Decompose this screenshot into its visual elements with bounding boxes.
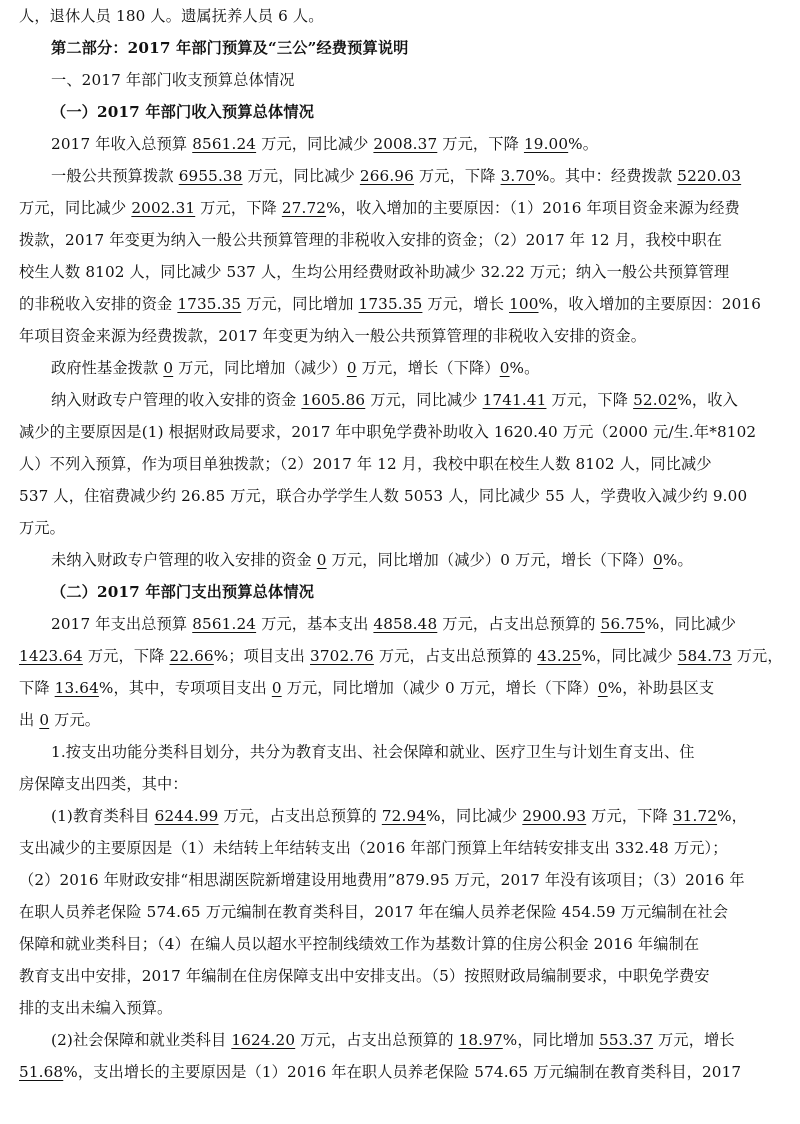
text-segment: （二）2017 年部门支出预算总体情况	[51, 583, 315, 601]
underlined-figure: 0	[316, 551, 327, 569]
text-segment: 万元，下降	[195, 199, 282, 217]
text-line-28	[19, 866, 745, 894]
text-segment: 万元，下降	[82, 647, 170, 665]
underlined-figure: 27.72	[281, 199, 327, 217]
text-segment: 拨款，2017 年变更为纳入一般公共预算管理的非税收入安排的资金；（2）2017 年 12 月，我校中职在	[19, 231, 723, 249]
section-heading-overview	[51, 66, 295, 94]
text-segment: 校生人数 8102 人，同比减少 537 人，生均公用经费财政补助减少 32.22 万元；纳入一般公共预算管理	[19, 263, 730, 281]
text-segment: %。	[568, 135, 599, 153]
underlined-figure: 1735.35	[177, 295, 242, 313]
underlined-figure: 0	[653, 551, 663, 569]
underlined-figure: 5220.03	[677, 167, 742, 185]
underlined-figure: 43.25	[537, 647, 582, 665]
text-segment: 万元，	[731, 647, 783, 665]
text-segment: 万元，同比增加（减少）	[173, 359, 347, 377]
text-line-27	[19, 834, 728, 862]
underlined-figure: 1624.20	[231, 1031, 296, 1049]
text-segment: 万元，基本支出	[256, 615, 374, 633]
text-segment: 保障和就业类科目；（4）在编人员以超水平控制线绩效工作为基数计算的住房公积金 2016 年编制在	[19, 935, 700, 953]
text-segment: 的非税收入安排的资金	[19, 295, 178, 313]
underlined-figure: 266.96	[359, 167, 414, 185]
underlined-figure: 19.00	[523, 135, 569, 153]
paragraph-non-special-account	[51, 546, 693, 574]
text-segment: 排的支出未编入预算。	[19, 999, 173, 1017]
text-segment: %，收入增加的主要原因：（1）2016 年项目资金来源为经费	[326, 199, 740, 217]
underlined-figure: 0	[346, 359, 357, 377]
text-segment: 万元，增长（下降）	[356, 359, 500, 377]
text-segment: 万元，下降	[413, 167, 501, 185]
underlined-figure: 1741.41	[482, 391, 547, 409]
text-line-32	[19, 994, 172, 1022]
text-line-8	[19, 226, 722, 254]
underlined-figure: 13.64	[54, 679, 99, 697]
text-segment: 教育支出中安排，2017 年编制在住房保障支出中安排支出。（5）按照财政局编制要求，中职免学费安	[19, 967, 710, 985]
text-segment: 第二部分：2017 年部门预算及“三公”经费预算说明	[51, 39, 409, 57]
text-line-23	[19, 706, 100, 734]
underlined-figure: 2002.31	[131, 199, 196, 217]
underlined-figure: 2008.37	[373, 135, 438, 153]
text-segment: 政府性基金拨款	[51, 359, 164, 377]
text-segment: 万元，同比减少	[19, 199, 132, 217]
paragraph-government-fund	[51, 354, 539, 382]
text-segment: 万元，占支出总预算的	[373, 647, 538, 665]
underlined-figure: 6955.38	[178, 167, 243, 185]
text-segment: %，其中，专项项目支出	[98, 679, 272, 697]
text-segment: 万元。	[49, 711, 101, 729]
underlined-figure: 0	[163, 359, 174, 377]
text-segment: 减少的主要原因是(1) 根据财政局要求，2017 年中职免学费补助收入 1620.40 万元（2000 元/生.年*8102	[19, 423, 757, 441]
text-line-34	[19, 1058, 741, 1086]
text-segment: （2）2016 年财政安排“相思湖医院新增建设用地费用”879.95 万元，2017 年没有该项目；（3）2016 年	[19, 871, 745, 889]
underlined-figure: 8561.24	[192, 135, 257, 153]
text-line-1	[19, 2, 324, 30]
underlined-figure: 584.73	[677, 647, 732, 665]
text-line-11	[19, 322, 646, 350]
text-segment: 万元，占支出总预算的	[295, 1031, 459, 1049]
text-segment: 年项目资金来源为经费拨款，2017 年变更为纳入一般公共预算管理的非税收入安排的资金。	[19, 327, 647, 345]
text-segment: 支出减少的主要原因是（1）未结转上年结转支出（2016 年部门预算上年结转安排支出 332.48 万元）；	[19, 839, 728, 857]
text-segment: (1)教育类科目	[51, 807, 155, 825]
text-line-22	[19, 674, 714, 702]
text-line-25	[19, 770, 188, 798]
text-segment: %，同比减少	[581, 647, 678, 665]
text-segment: 537 人，住宿费减少约 26.85 万元，联合办学学生人数 5053 人，同比减少 55 人，学费收入减少约 9.00	[19, 487, 748, 505]
text-segment: 下降	[19, 679, 55, 697]
text-segment: 房保障支出四类，其中：	[19, 775, 188, 793]
text-segment: 万元，同比减少	[242, 167, 360, 185]
text-segment: 万元。	[19, 519, 66, 537]
underlined-figure: 0	[39, 711, 50, 729]
text-segment: 人）不列入预算，作为项目单独拨款；（2）2017 年 12 月，我校中职在校生人数 8102 人，同比减少	[19, 455, 712, 473]
underlined-figure: 3.70	[500, 167, 535, 185]
text-segment: %。	[509, 359, 540, 377]
subsection-heading-income	[51, 98, 314, 126]
paragraph-special-account	[51, 386, 738, 414]
text-segment: 人，退休人员 180 人。遗属抚养人员 6 人。	[19, 7, 324, 25]
text-line-29	[19, 898, 728, 926]
underlined-figure: 8561.24	[192, 615, 257, 633]
text-line-21	[19, 642, 783, 670]
text-line-10	[19, 290, 761, 318]
underlined-figure: 52.02	[633, 391, 678, 409]
underlined-figure: 100	[509, 295, 539, 313]
text-segment: 万元，增长	[422, 295, 510, 313]
text-segment: 万元，同比减少	[256, 135, 374, 153]
text-segment: %，同比增加	[502, 1031, 600, 1049]
underlined-figure: 3702.76	[310, 647, 374, 665]
text-line-31	[19, 962, 710, 990]
underlined-figure: 553.37	[599, 1031, 654, 1049]
text-segment: 纳入财政专户管理的收入安排的资金	[51, 391, 302, 409]
paragraph-functional-classification	[51, 738, 695, 766]
underlined-figure: 0	[271, 679, 282, 697]
text-line-7	[19, 194, 740, 222]
subsection-heading-expenditure	[51, 578, 314, 606]
text-segment: 2017 年支出总预算	[51, 615, 193, 633]
text-segment: %，收入增加的主要原因：2016	[538, 295, 762, 313]
paragraph-general-budget	[51, 162, 741, 190]
text-segment: 2017 年收入总预算	[51, 135, 193, 153]
underlined-figure: 0	[499, 359, 510, 377]
text-segment: 万元，同比减少	[365, 391, 483, 409]
text-segment: %，补助县区支	[607, 679, 715, 697]
text-segment: %。	[662, 551, 693, 569]
paragraph-education	[51, 802, 747, 830]
text-line-16	[19, 482, 747, 510]
text-line-30	[19, 930, 699, 958]
text-segment: 未纳入财政专户管理的收入安排的资金	[51, 551, 317, 569]
text-segment: 一般公共预算拨款	[51, 167, 179, 185]
underlined-figure: 72.94	[381, 807, 427, 825]
text-line-9	[19, 258, 729, 286]
text-segment: 出	[19, 711, 40, 729]
underlined-figure: 4858.48	[373, 615, 438, 633]
text-segment: 在职人员养老保险 574.65 万元编制在教育类科目，2017 年在编人员养老保险 454.59 万元编制在社会	[19, 903, 729, 921]
text-segment: 一、2017 年部门收支预算总体情况	[51, 71, 295, 89]
paragraph-social-security	[51, 1026, 735, 1054]
text-line-14	[19, 418, 756, 446]
text-segment: %，	[717, 807, 747, 825]
text-segment: 万元，下降	[586, 807, 673, 825]
underlined-figure: 1605.86	[301, 391, 366, 409]
text-segment: 万元，同比增加	[241, 295, 359, 313]
text-segment: %，收入	[677, 391, 738, 409]
underlined-figure: 18.97	[458, 1031, 503, 1049]
text-segment: 万元，下降	[437, 135, 524, 153]
text-segment: 万元，同比增加（减少 0 万元，增长（下降）	[281, 679, 598, 697]
underlined-figure: 6244.99	[154, 807, 219, 825]
text-segment: （一）2017 年部门收入预算总体情况	[51, 103, 315, 121]
text-segment: 万元，下降	[546, 391, 634, 409]
underlined-figure: 1423.64	[19, 647, 83, 665]
section-heading-part-two	[51, 34, 409, 62]
text-segment: 万元，占支出总预算的	[218, 807, 382, 825]
underlined-figure: 56.75	[600, 615, 645, 633]
text-line-15	[19, 450, 712, 478]
text-segment: %。其中：经费拨款	[535, 167, 678, 185]
text-segment: %，同比减少	[644, 615, 737, 633]
text-segment: %；项目支出	[213, 647, 310, 665]
underlined-figure: 1735.35	[358, 295, 423, 313]
text-segment: 1.按支出功能分类科目划分，共分为教育支出、社会保障和就业、医疗卫生与计划生育支出、住	[51, 743, 695, 761]
underlined-figure: 51.68	[19, 1063, 64, 1081]
text-segment: %，支出增长的主要原因是（1）2016 年在职人员养老保险 574.65 万元编制在教育类科目，2017	[63, 1063, 742, 1081]
text-segment: 万元，同比增加（减少）0 万元，增长（下降）	[326, 551, 654, 569]
underlined-figure: 0	[597, 679, 608, 697]
underlined-figure: 31.72	[672, 807, 718, 825]
underlined-figure: 2900.93	[522, 807, 587, 825]
text-segment: 万元，增长	[653, 1031, 735, 1049]
text-segment: (2)社会保障和就业类科目	[51, 1031, 232, 1049]
text-segment: 万元，占支出总预算的	[437, 615, 601, 633]
underlined-figure: 22.66	[169, 647, 214, 665]
paragraph-total-expenditure	[51, 610, 736, 638]
text-line-17	[19, 514, 65, 542]
paragraph-total-income	[51, 130, 598, 158]
text-segment: %，同比减少	[426, 807, 523, 825]
